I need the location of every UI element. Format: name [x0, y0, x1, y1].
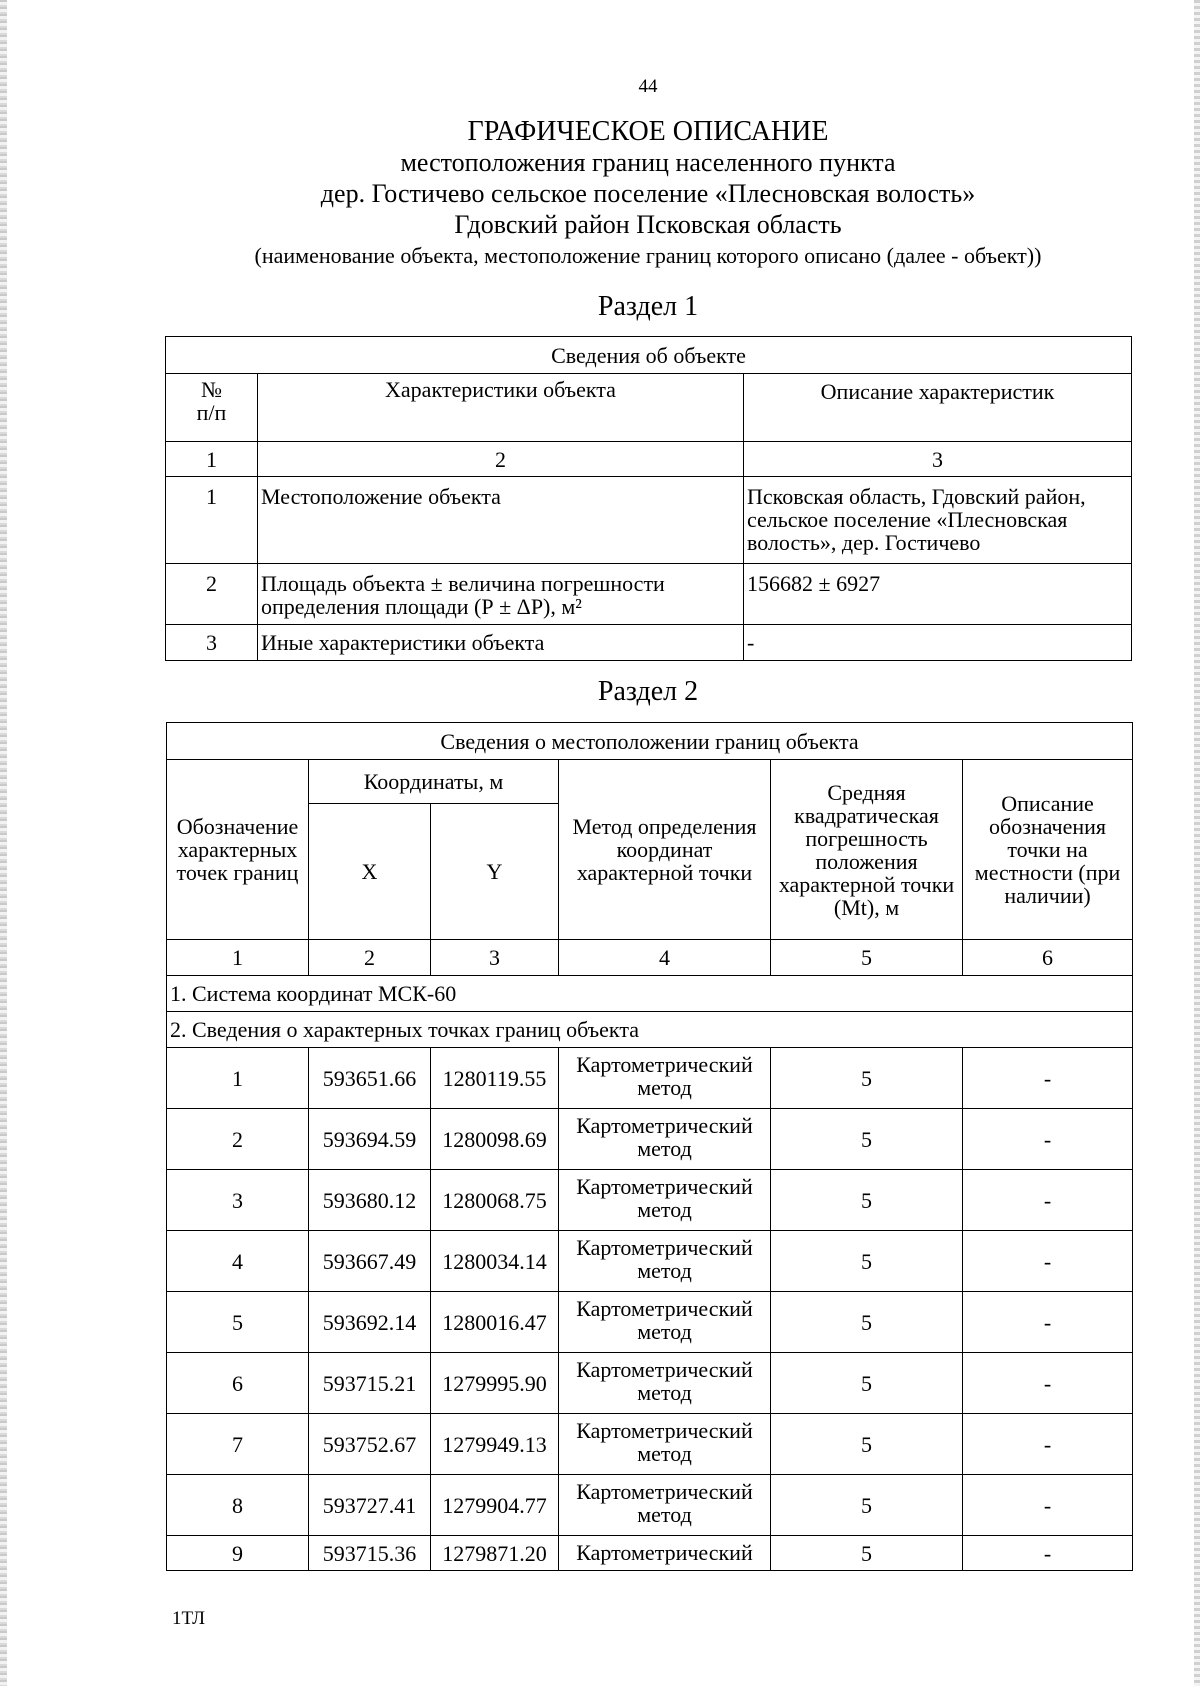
table-row	[167, 1414, 1133, 1475]
point-id: 4	[167, 1231, 309, 1292]
point-x: 593651.66	[309, 1048, 431, 1109]
point-description: -	[963, 1353, 1133, 1414]
point-y: 1279871.20	[431, 1536, 559, 1571]
page-number: 44	[638, 76, 658, 97]
section-2-heading: Раздел 2	[597, 676, 699, 707]
point-x: 593752.67	[309, 1414, 431, 1475]
col-number: 1	[166, 442, 258, 477]
point-description: -	[963, 1048, 1133, 1109]
point-id: 6	[167, 1353, 309, 1414]
point-mt: 5	[771, 1353, 963, 1414]
header-method: Метод определения координат характерной точки	[559, 760, 771, 940]
point-method: Картометрический метод	[559, 1292, 771, 1353]
point-method: Картометрический метод	[559, 1170, 771, 1231]
table-row	[167, 1475, 1133, 1536]
point-method: Картометрический метод	[559, 1109, 771, 1170]
document-title: ГРАФИЧЕСКОЕ ОПИСАНИЕ	[467, 116, 829, 147]
document-heading	[0, 116, 1200, 271]
table-row	[167, 1231, 1133, 1292]
point-method: Картометрический	[559, 1536, 771, 1571]
point-y: 1280119.55	[431, 1048, 559, 1109]
col-number: 3	[744, 442, 1132, 477]
point-y: 1280016.47	[431, 1292, 559, 1353]
point-description: -	[963, 1475, 1133, 1536]
footer-code: 1ТЛ	[172, 1608, 206, 1629]
point-method: Картометрический метод	[559, 1353, 771, 1414]
col-number: 1	[167, 940, 309, 976]
point-x: 593715.21	[309, 1353, 431, 1414]
point-mt: 5	[771, 1109, 963, 1170]
row-characteristic: Местоположение объекта	[258, 477, 744, 564]
object-info-title: Сведения об объекте	[166, 337, 1132, 374]
row-num: 2	[166, 564, 258, 625]
header-description: Описание обозначения точки на местности (при наличии)	[963, 760, 1133, 940]
point-y: 1280034.14	[431, 1231, 559, 1292]
point-mt: 5	[771, 1536, 963, 1571]
col-header-characteristic: Характеристики объекта	[258, 374, 744, 442]
point-method: Картометрический метод	[559, 1048, 771, 1109]
point-id: 9	[167, 1536, 309, 1571]
col-number: 6	[963, 940, 1133, 976]
table-row	[167, 1353, 1133, 1414]
row-characteristic: Площадь объекта ± величина погрешности определения площади (Р ± ΔР), м²	[258, 564, 744, 625]
col-header-description: Описание характеристик	[744, 374, 1132, 442]
point-x: 593727.41	[309, 1475, 431, 1536]
point-description: -	[963, 1109, 1133, 1170]
title-note: (наименование объекта, местоположение границ которого описано (далее - объект))	[254, 243, 1042, 268]
row-num: 3	[166, 625, 258, 661]
col-number: 5	[771, 940, 963, 976]
header-point-designation: Обозначение характерных точек границ	[167, 760, 309, 940]
title-line-2: дер. Гостичево сельское поселение «Плесновская волость»	[320, 179, 976, 208]
points-info-row: 2. Сведения о характерных точках границ объекта	[167, 1012, 1133, 1048]
point-id: 7	[167, 1414, 309, 1475]
point-method: Картометрический метод	[559, 1231, 771, 1292]
row-characteristic: Иные характеристики объекта	[258, 625, 744, 661]
point-id: 1	[167, 1048, 309, 1109]
section-1-heading: Раздел 1	[597, 291, 699, 322]
point-x: 593694.59	[309, 1109, 431, 1170]
boundary-table-title: Сведения о местоположении границ объекта	[167, 723, 1133, 760]
point-description: -	[963, 1231, 1133, 1292]
row-num: 1	[166, 477, 258, 564]
point-mt: 5	[771, 1292, 963, 1353]
table-row	[167, 1536, 1133, 1571]
header-x: X	[309, 804, 431, 940]
point-mt: 5	[771, 1048, 963, 1109]
title-line-1: местоположения границ населенного пункта	[400, 148, 896, 177]
point-mt: 5	[771, 1231, 963, 1292]
object-info-table	[165, 336, 1132, 661]
point-method: Картометрический метод	[559, 1475, 771, 1536]
point-x: 593715.36	[309, 1536, 431, 1571]
point-y: 1280068.75	[431, 1170, 559, 1231]
title-line-3: Гдовский район Псковская область	[454, 210, 842, 239]
col-number: 2	[309, 940, 431, 976]
row-description: 156682 ± 6927	[744, 564, 1132, 625]
table-row	[167, 1292, 1133, 1353]
points-body	[167, 1048, 1133, 1571]
point-id: 2	[167, 1109, 309, 1170]
coordinate-system-row: 1. Система координат МСК-60	[167, 976, 1133, 1012]
point-description: -	[963, 1414, 1133, 1475]
col-number: 2	[258, 442, 744, 477]
col-header-num: № п/п	[166, 374, 258, 442]
point-x: 593692.14	[309, 1292, 431, 1353]
point-id: 5	[167, 1292, 309, 1353]
point-y: 1279904.77	[431, 1475, 559, 1536]
table-row	[167, 1109, 1133, 1170]
point-description: -	[963, 1292, 1133, 1353]
table-row	[167, 1048, 1133, 1109]
point-y: 1279949.13	[431, 1414, 559, 1475]
point-method: Картометрический метод	[559, 1414, 771, 1475]
point-mt: 5	[771, 1475, 963, 1536]
row-description: -	[744, 625, 1132, 661]
point-mt: 5	[771, 1170, 963, 1231]
point-x: 593667.49	[309, 1231, 431, 1292]
header-error: Средняя квадратическая погрешность положения характерной точки (Mt), м	[771, 760, 963, 940]
point-description: -	[963, 1536, 1133, 1571]
header-coordinates: Координаты, м	[309, 760, 559, 804]
point-description: -	[963, 1170, 1133, 1231]
point-x: 593680.12	[309, 1170, 431, 1231]
col-number: 3	[431, 940, 559, 976]
point-id: 8	[167, 1475, 309, 1536]
boundary-points-table	[166, 722, 1133, 1571]
point-y: 1279995.90	[431, 1353, 559, 1414]
header-y: Y	[431, 804, 559, 940]
col-number: 4	[559, 940, 771, 976]
point-id: 3	[167, 1170, 309, 1231]
point-mt: 5	[771, 1414, 963, 1475]
table-row	[167, 1170, 1133, 1231]
row-description: Псковская область, Гдовский район, сельское поселение «Плесновская волость», дер. Гостичево	[744, 477, 1132, 564]
point-y: 1280098.69	[431, 1109, 559, 1170]
